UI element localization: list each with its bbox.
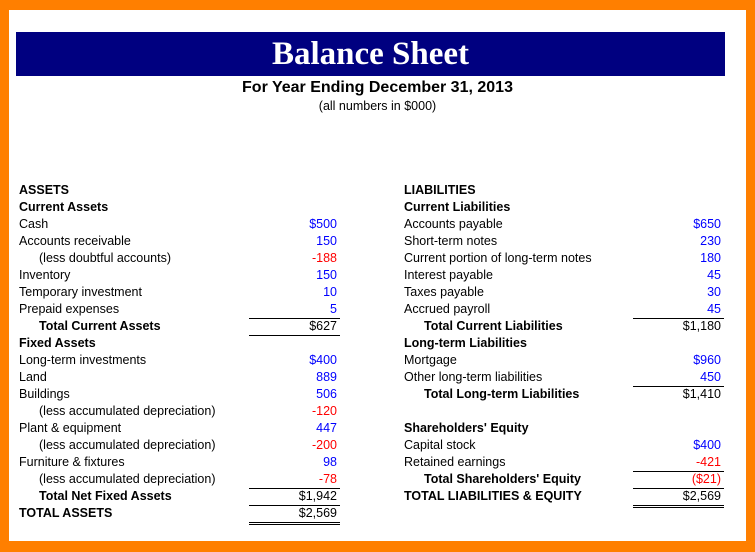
line-item-value: $1,180 xyxy=(682,319,721,333)
line-item-label: (less accumulated depreciation) xyxy=(39,438,216,452)
page-title: Balance Sheet xyxy=(16,32,725,76)
line-item-label: Total Net Fixed Assets xyxy=(39,489,172,503)
line-item-value: $2,569 xyxy=(682,489,721,503)
line-item-label: Inventory xyxy=(19,268,71,282)
line-item-value: $627 xyxy=(309,319,337,333)
line-item-label: Long-term investments xyxy=(19,353,147,367)
line-item-label: Furniture & fixtures xyxy=(19,455,125,469)
line-item-value: $960 xyxy=(693,353,721,367)
line-item-value: 150 xyxy=(316,268,337,282)
line-item-label: Plant & equipment xyxy=(19,421,122,435)
line-item-label: Current Assets xyxy=(19,200,109,214)
line-item-value: ($21) xyxy=(691,472,721,486)
line-item-value: $400 xyxy=(693,438,721,452)
underline xyxy=(249,335,340,336)
line-item-label: Mortgage xyxy=(404,353,457,367)
line-item-value: -188 xyxy=(311,251,337,265)
line-item-label: (less doubtful accounts) xyxy=(39,251,172,265)
line-item-label: Taxes payable xyxy=(404,285,484,299)
line-item-label: Fixed Assets xyxy=(19,336,96,350)
line-item-value: 889 xyxy=(316,370,337,384)
double-underline xyxy=(633,505,724,508)
line-item-label: Accounts receivable xyxy=(19,234,131,248)
line-item-label: Total Current Liabilities xyxy=(424,319,563,333)
line-item-label: Cash xyxy=(19,217,49,231)
line-item-label: (less accumulated depreciation) xyxy=(39,472,216,486)
line-item-value: 10 xyxy=(323,285,337,299)
line-item-label: Total Long-term Liabilities xyxy=(424,387,580,401)
line-item-label: Interest payable xyxy=(404,268,493,282)
double-underline xyxy=(249,522,340,525)
line-item-value: -200 xyxy=(311,438,337,452)
units-note: (all numbers in $000) xyxy=(318,99,437,113)
line-item-label: Capital stock xyxy=(404,438,476,452)
line-item-label: Current portion of long-term notes xyxy=(404,251,592,265)
line-item-label: TOTAL LIABILITIES & EQUITY xyxy=(404,489,582,503)
line-item-label: TOTAL ASSETS xyxy=(19,506,113,520)
line-item-value: $1,942 xyxy=(298,489,337,503)
line-item-value: -421 xyxy=(695,455,721,469)
line-item-value: $2,569 xyxy=(298,506,337,520)
line-item-label: ASSETS xyxy=(19,183,70,197)
subtitle: For Year Ending December 31, 2013 xyxy=(242,79,513,96)
line-item-label: Short-term notes xyxy=(404,234,498,248)
line-item-value: -78 xyxy=(318,472,337,486)
line-item-label: Total Current Assets xyxy=(39,319,161,333)
line-item-value: 230 xyxy=(700,234,721,248)
line-item-label: LIABILITIES xyxy=(404,183,476,197)
line-item-label: (less accumulated depreciation) xyxy=(39,404,216,418)
line-item-value: $650 xyxy=(693,217,721,231)
line-item-value: 180 xyxy=(700,251,721,265)
line-item-value: 45 xyxy=(707,302,721,316)
line-item-label: Prepaid expenses xyxy=(19,302,120,316)
line-item-label: Shareholders' Equity xyxy=(404,421,529,435)
line-item-value: 45 xyxy=(707,268,721,282)
line-item-label: Current Liabilities xyxy=(404,200,511,214)
line-item-value: 5 xyxy=(330,302,337,316)
line-item-label: Temporary investment xyxy=(19,285,142,299)
line-item-value: 447 xyxy=(316,421,337,435)
line-item-value: 150 xyxy=(316,234,337,248)
line-item-value: -120 xyxy=(311,404,337,418)
line-item-label: Long-term Liabilities xyxy=(404,336,527,350)
line-item-value: 30 xyxy=(707,285,721,299)
line-item-value: $1,410 xyxy=(682,387,721,401)
line-item-label: Accrued payroll xyxy=(404,302,491,316)
line-item-value: $400 xyxy=(309,353,337,367)
line-item-value: $500 xyxy=(309,217,337,231)
line-item-label: Accounts payable xyxy=(404,217,503,231)
line-item-label: Retained earnings xyxy=(404,455,506,469)
line-item-label: Total Shareholders' Equity xyxy=(424,472,581,486)
line-item-value: 98 xyxy=(323,455,337,469)
line-item-label: Other long-term liabilities xyxy=(404,370,543,384)
line-item-label: Land xyxy=(19,370,47,384)
line-item-label: Buildings xyxy=(19,387,70,401)
line-item-value: 450 xyxy=(700,370,721,384)
line-item-value: 506 xyxy=(316,387,337,401)
